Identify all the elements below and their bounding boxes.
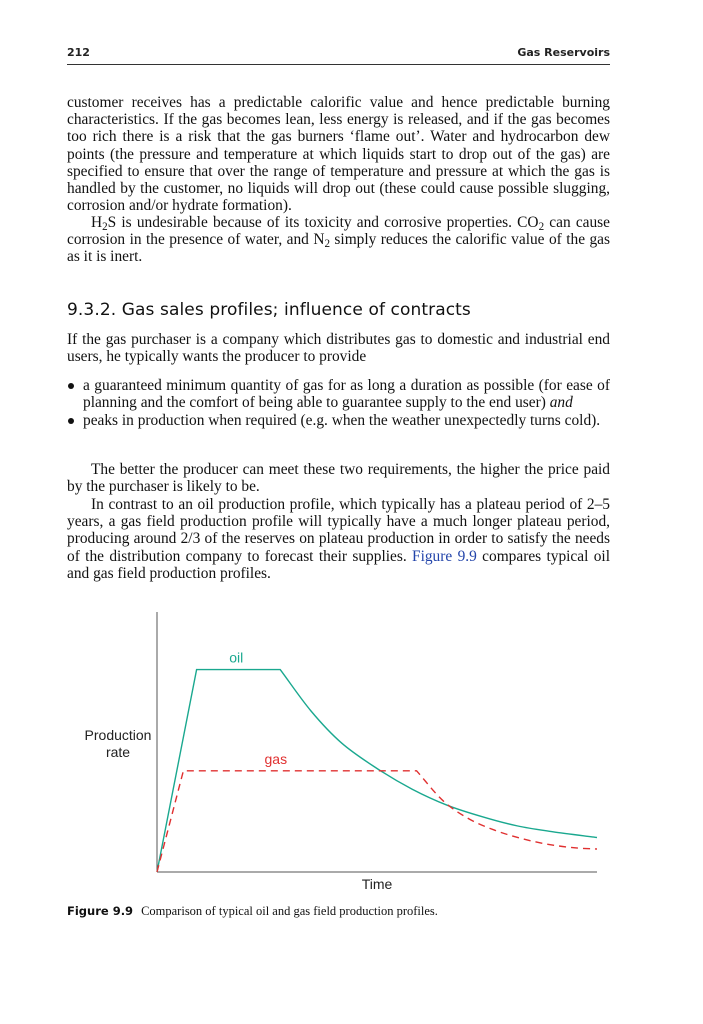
caption-text: Comparison of typical oil and gas field production profiles. xyxy=(141,904,438,918)
figure-reference-link[interactable]: Figure 9.9 xyxy=(412,547,477,565)
paragraph-5: In contrast to an oil production profile, which typically has a plateau period of 2–5 years, a gas field production profile will typically have a much longer plateau period, producing around 2/3 of the reserves on plateau production in order to satisfy the needs of the distribution company to forecast their supplies. Figure 9.9 compares typical oil and gas field production profiles. xyxy=(67,496,610,582)
gas-series-label: gas xyxy=(264,750,288,767)
running-title: Gas Reservoirs xyxy=(517,46,610,59)
bullet-dot-icon xyxy=(68,418,74,424)
paragraph-4: The better the producer can meet these two requirements, the higher the price paid by the purchaser is likely to be. xyxy=(67,461,610,496)
gas-series-line xyxy=(157,771,597,872)
page-number: 212 xyxy=(67,46,90,59)
y-axis-label: Production xyxy=(84,727,152,743)
paragraph-2: $H_2S$ is undesirable because of its toxicity and corrosive properties. $CO_2$ can cause corrosion in the presence of water, and $N_2$ simply reduces the calorific value of the gas as it is inert. xyxy=(67,214,610,266)
figure-number: Figure 9.9 xyxy=(67,904,134,918)
section-heading: 9.3.2. Gas sales profiles; influence of contracts xyxy=(67,300,471,320)
bullet-list xyxy=(67,377,610,430)
n2-formula: $N_2$ xyxy=(313,231,330,250)
y-axis-label: rate xyxy=(105,744,131,760)
bullet-dot-icon xyxy=(68,383,74,389)
production-profile-chart xyxy=(0,600,703,900)
co2-formula: $CO_2$ xyxy=(517,214,545,233)
h2s-formula: $H_2S$ xyxy=(91,214,117,233)
x-axis-label: Time xyxy=(361,876,393,892)
bullet-item: a guaranteed minimum quantity of gas for as long a duration as possible (for ease of planning and the comfort of being able to guarantee supply to the end user) and xyxy=(67,377,610,411)
paragraph-1: customer receives has a predictable calorific value and hence predictable burning characteristics. If the gas becomes lean, less energy is released, and if the gas becomes too rich there is a risk that the gas burners ‘flame out’. Water and hydrocarbon dew points (the pressure and temperature at which liquids start to drop out of the gas) are specified to ensure that over the range of temperature and pressure at which the gas is handled by the customer, no liquids will drop out (these could cause possible slugging, corrosion and/or hydrate formation). xyxy=(67,94,610,215)
figure-caption xyxy=(67,904,438,919)
bullet-item: peaks in production when required (e.g. when the weather unexpectedly turns cold). xyxy=(67,412,610,429)
header-rule xyxy=(67,64,610,65)
oil-series-label: oil xyxy=(229,649,244,666)
paragraph-3: If the gas purchaser is a company which distributes gas to domestic and industrial end users, he typically wants the producer to provide xyxy=(67,331,610,366)
